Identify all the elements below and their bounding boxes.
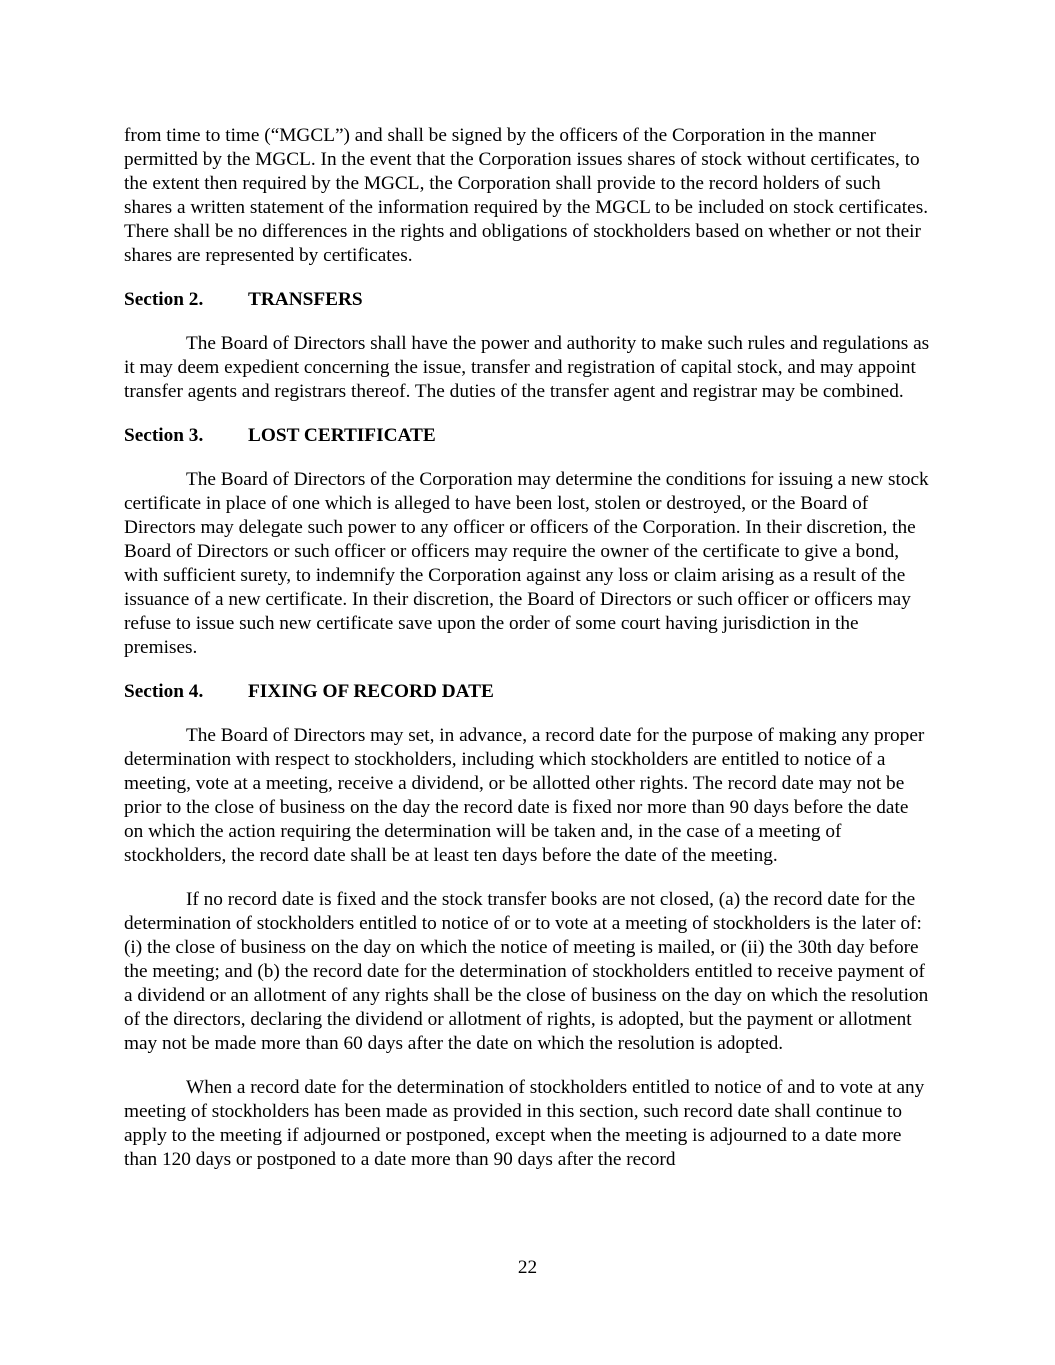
- document-body: [124, 124, 932, 1192]
- section-title: LOST CERTIFICATE: [248, 425, 436, 446]
- section-paragraph: The Board of Directors may set, in advance, a record date for the purpose of making any proper determination with respect to stockholders, including which stockholders are entitled to notice of a meeting, vote at a meeting, receive a dividend, or be allotted other rights. The record date may not be prior to the close of business on the day the record date is fixed nor more than 90 days before the date on which the action requiring the determination will be taken and, in the case of a meeting of stockholders, the record date shall be at least ten days before the date of the meeting.: [124, 725, 925, 866]
- intro-paragraph: from time to time (“MGCL”) and shall be signed by the officers of the Corporation in the manner permitted by the MGCL. In the event that the Corporation issues shares of stock without certificates, to the extent then required by the MGCL, the Corporation shall provide to the record holders of such shares a written statement of the information required by the MGCL to be included on stock certificates. There shall be no differences in the rights and obligations of stockholders based on whether or not their shares are represented by certificates.: [124, 125, 929, 266]
- section-paragraph: The Board of Directors shall have the power and authority to make such rules and regulations as it may deem expedient concerning the issue, transfer and registration of capital stock, and may appoint transfer agents and registrars thereof. The duties of the transfer agent and registrar may be combined.: [124, 333, 930, 402]
- section-title: FIXING OF RECORD DATE: [248, 681, 494, 702]
- section-number: Section 3.: [124, 425, 204, 446]
- section-paragraph: The Board of Directors of the Corporation may determine the conditions for issuing a new stock certificate in place of one which is alleged to have been lost, stolen or destroyed, or the Board of Directors may delegate such power to any officer or officers of the Corporation. In their discretion, the Board of Directors or such officer or officers may require the owner of the certificate to give a bond, with sufficient surety, to indemnify the Corporation against any loss or claim arising as a result of the issuance of a new certificate. In their discretion, the Board of Directors or such officer or officers may refuse to issue such new certificate save upon the order of some court having jurisdiction in the premises.: [124, 469, 929, 658]
- page-number: 22: [517, 1257, 538, 1278]
- section-number: Section 2.: [124, 289, 204, 310]
- section-paragraph: If no record date is fixed and the stock transfer books are not closed, (a) the record date for the determination of stockholders entitled to notice of or to vote at a meeting of stockholders is the later of: (i) the close of business on the day on which the notice of meeting is mailed, or (ii) the 30th day before the meeting; and (b) the record date for the determination of stockholders entitled to receive payment of a dividend or an allotment of any rights shall be the close of business on the day on which the resolution of the directors, declaring the dividend or allotment of rights, is adopted, but the payment or allotment may not be made more than 60 days after the date on which the resolution is adopted.: [124, 889, 929, 1054]
- section-heading-fixing-of-record-date: [124, 680, 932, 704]
- section-paragraph: When a record date for the determination of stockholders entitled to notice of and to vote at any meeting of stockholders has been made as provided in this section, such record date shall continue to apply to the meeting if adjourned or postponed, except when the meeting is adjourned to a date more than 120 days or postponed to a date more than 90 days after the record: [124, 1077, 925, 1170]
- section-heading-transfers: [124, 288, 932, 312]
- section-heading-lost-certificate: [124, 424, 932, 448]
- section-title: TRANSFERS: [248, 289, 363, 310]
- section-number: Section 4.: [124, 681, 204, 702]
